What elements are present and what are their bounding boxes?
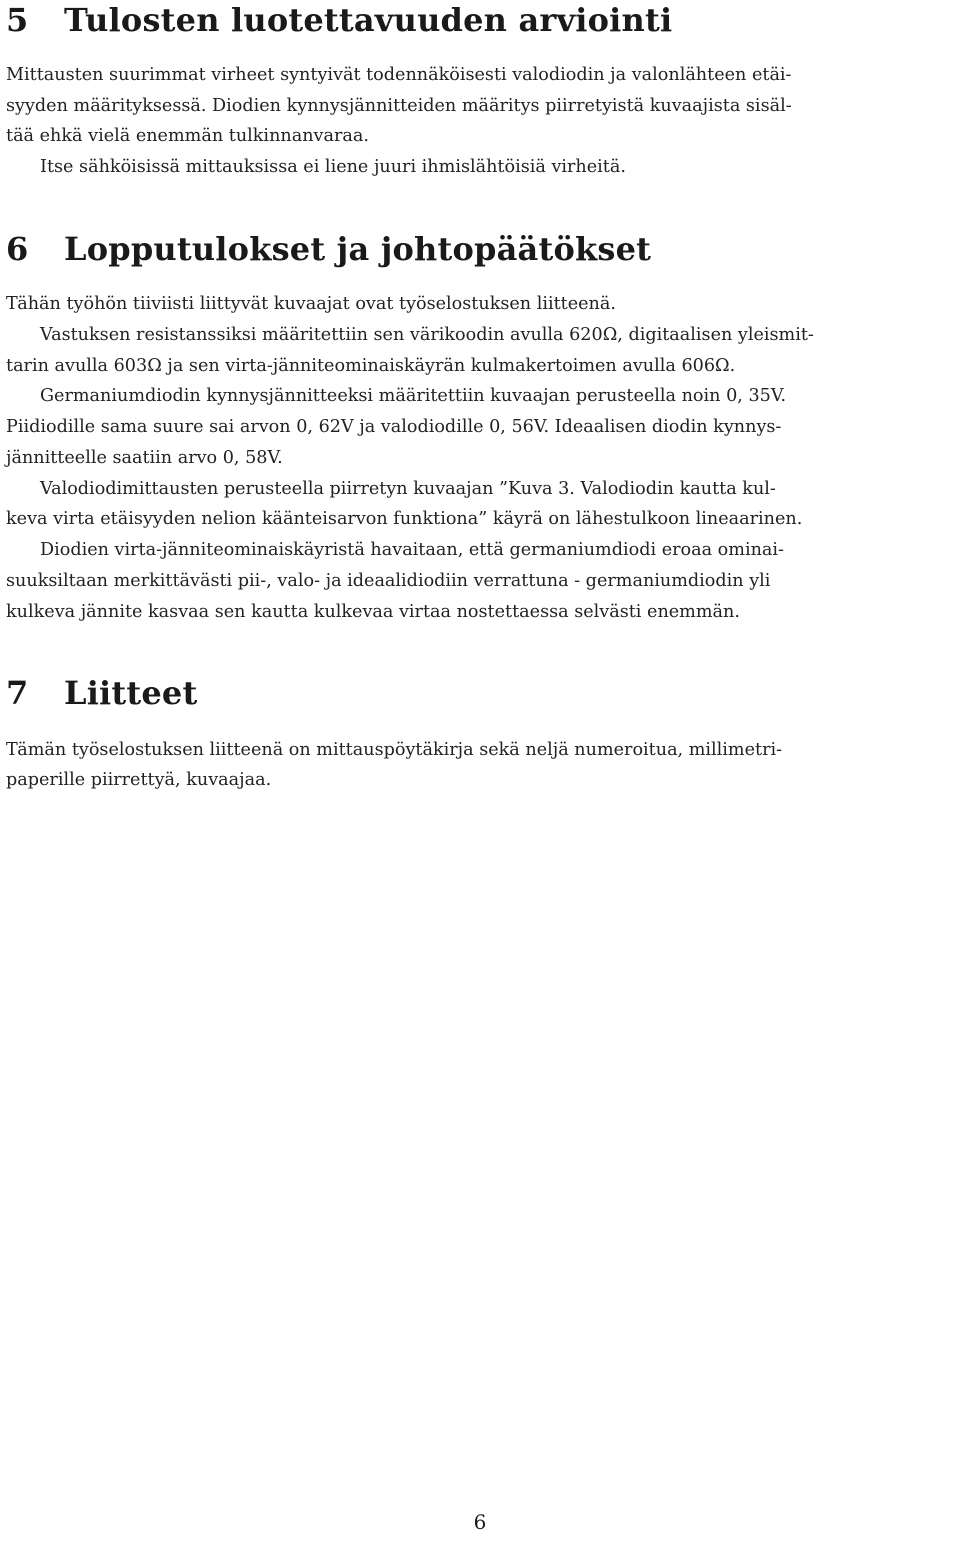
section-6-line-6: jännitteelle saatiin arvo 0, 58V. <box>6 448 283 468</box>
section-6-heading <box>6 229 651 269</box>
section-6-line-1: Tähän työhön tiiviisti liittyvät kuvaajat ovat työselostuksen liitteenä. <box>6 294 616 314</box>
section-5-heading <box>6 0 672 40</box>
section-6-line-9: Diodien virta-jänniteominaiskäyristä havaitaan, että germaniumdiodi eroaa ominai- <box>40 540 784 560</box>
section-6-line-7: Valodiodimittausten perusteella piirretyn kuvaajan ”Kuva 3. Valodiodin kautta kul- <box>40 479 776 499</box>
section-6-line-2: Vastuksen resistanssiksi määritettiin sen värikoodin avulla 620Ω, digitaalisen yleismit- <box>40 325 814 345</box>
section-7-heading <box>6 673 197 713</box>
section-6-title: Lopputulokset ja johtopäätökset <box>64 230 652 268</box>
section-7-title: Liitteet <box>64 674 198 712</box>
section-6-line-3: tarin avulla 603Ω ja sen virta-jänniteominaiskäyrän kulmakertoimen avulla 606Ω. <box>6 356 736 376</box>
section-5-line-1: Mittausten suurimmat virheet syntyivät todennäköisesti valodiodin ja valonlähteen etäi- <box>6 65 792 85</box>
section-6-line-5: Piidiodille sama suure sai arvon 0, 62V ja valodiodille 0, 56V. Ideaalisen diodin kynnys- <box>6 417 782 437</box>
section-5-line-4: Itse sähköisissä mittauksissa ei liene juuri ihmislähtöisiä virheitä. <box>40 157 626 177</box>
section-6-line-11: kulkeva jännite kasvaa sen kautta kulkevaa virtaa nostettaessa selvästi enemmän. <box>6 602 740 622</box>
section-7-line-2: paperille piirrettyä, kuvaajaa. <box>6 770 272 790</box>
section-5-number: 5 <box>6 1 29 39</box>
section-6-number: 6 <box>6 230 29 268</box>
section-5-title: Tulosten luotettavuuden arviointi <box>64 1 673 39</box>
section-6-line-10: suuksiltaan merkittävästi pii-, valo- ja ideaalidiodiin verrattuna - germaniumdiodin yli <box>6 571 771 591</box>
section-5-line-2: syyden määrityksessä. Diodien kynnysjännitteiden määritys piirretyistä kuvaajista sisäl- <box>6 96 792 116</box>
section-5-line-3: tää ehkä vielä enemmän tulkinnanvaraa. <box>6 126 369 146</box>
page-number: 6 <box>473 1510 487 1534</box>
section-7-line-1: Tämän työselostuksen liitteenä on mittauspöytäkirja sekä neljä numeroitua, millimetri- <box>6 740 783 760</box>
section-7-number: 7 <box>6 674 29 712</box>
section-6-line-8: keva virta etäisyyden nelion käänteisarvon funktiona” käyrä on lähestulkoon lineaarinen. <box>6 509 803 529</box>
section-6-line-4: Germaniumdiodin kynnysjännitteeksi määritettiin kuvaajan perusteella noin 0, 35V. <box>40 386 787 406</box>
